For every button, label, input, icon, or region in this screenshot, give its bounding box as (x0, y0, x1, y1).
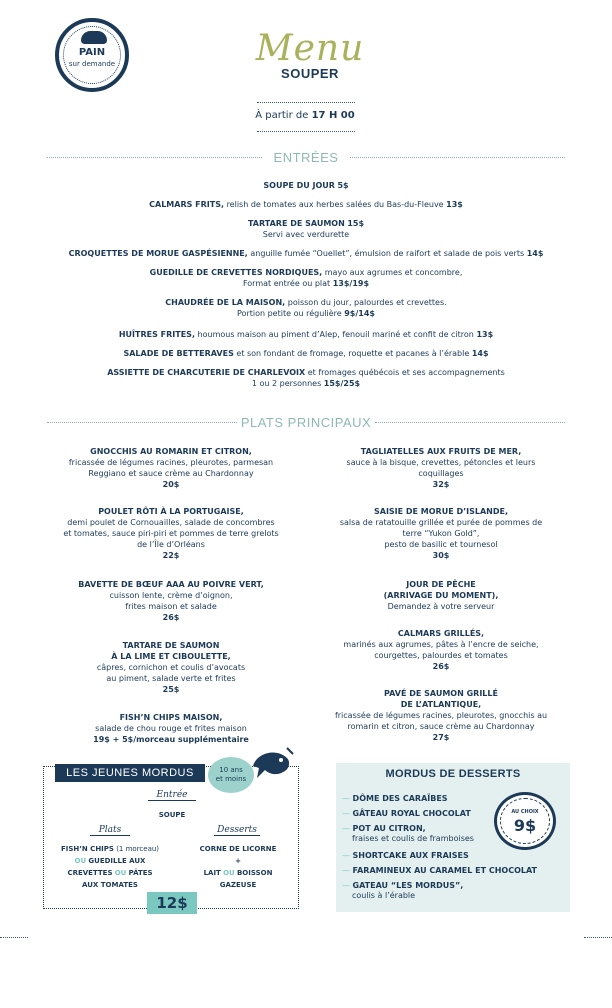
plat-item: PAVÉ DE SAUMON GRILLÉ DE L’ATLANTIQUE, fricassée de légumes racines, pleurotes, gnocchis au romarin et citron, sauce crème au Chardonnay 27$ (334, 689, 548, 742)
badge-line1: PAIN (78, 47, 106, 58)
dessert-item: — FARAMINEUX AU CARAMEL ET CHOCOLAT (342, 866, 538, 875)
badge-line2: sur demande (68, 60, 116, 68)
entree-item: GUEDILLE DE CREVETTES NORDIQUES, mayo aux agrumes et concombre, Format entrée ou plat 13$/19$ (149, 268, 463, 288)
plats-title: PLATS PRINCIPAUX (240, 415, 372, 430)
plat-item: SAISIE DE MORUE D’ISLANDE, salsa de ratatouille grillée et purée de pommes de terre “Yukon Gold”, pesto de basilic et tournesol 30$ (339, 507, 543, 560)
section-line (350, 157, 565, 158)
plat-item: POULET RÔTI À LA PORTUGAISE, demi poulet de Cornouailles, salade de concombres et tomates, sauce piri-piri et pommes de terre grelots de l’Île d’Orléans 22$ (63, 507, 279, 560)
dessert-item: — GATEAU “LES MORDUS”, coulis à l’érable (342, 881, 464, 900)
kids-plats-label: Plats (90, 825, 130, 836)
bread-badge (55, 18, 129, 92)
kids-plats-list: FISH’N CHIPS (1 morceau) OU GUEDILLE AUX CREVETTES OU PÂTES AUX TOMATES (60, 845, 160, 889)
section-line (47, 157, 262, 158)
plat-item: FISH’N CHIPS MAISON, salade de chou rouge et frites maison 19$ + 5$/morceau supplémentaire (93, 713, 249, 744)
from-time: À partir de 17 H 00 (255, 110, 355, 121)
entree-item: HUÎTRES FRITES, houmous maison au piment d’Alep, fenouil mariné et confit de citron 13$ (118, 330, 494, 339)
kids-entree-label: Entrée (148, 790, 196, 801)
kids-entree-item: SOUPE (158, 811, 186, 819)
choice-price-badge: AU CHOIX 9$ (494, 792, 556, 850)
dessert-item: — GÂTEAU ROYAL CHOCOLAT (342, 809, 471, 818)
bread-icon (81, 31, 107, 44)
entree-item: TARTARE DE SAUMON 15$ Servi avec verdurette (247, 219, 365, 239)
kids-desserts-label: Desserts (214, 825, 260, 836)
divider (257, 131, 355, 132)
dessert-item: — DÔME DES CARAÏBES (342, 794, 448, 803)
plat-item: CALMARS GRILLÉS, marinés aux agrumes, pâtes à l’encre de seiche, courgettes, palourdes et tomates 26$ (343, 629, 539, 671)
divider (257, 102, 355, 103)
dessert-item: — SHORTCAKE AUX FRAISES (342, 851, 469, 860)
kids-title: LES JEUNES MORDUS (55, 764, 205, 782)
menu-title: Menu (255, 28, 365, 69)
menu-subtitle: SOUPER (281, 66, 339, 81)
entree-item: ASSIETTE DE CHARCUTERIE DE CHARLEVOIX et fromages québécois et ses accompagnements 1 ou 2 personnes 15$/25$ (107, 368, 505, 388)
entrees-title: ENTRÉES (273, 150, 339, 165)
entree-item: SALADE DE BETTERAVES et son fondant de fromage, roquette et pacanes à l’érable 14$ (123, 349, 489, 358)
entree-item: SOUPE DU JOUR 5$ (263, 181, 349, 190)
entree-item: CROQUETTES DE MORUE GASPÉSIENNE, anguille fumée “Ouellet”, émulsion de raifort et salade de pois verts 14$ (68, 249, 544, 258)
divider (0, 937, 28, 938)
kids-desserts-list: CORNE DE LICORNE + LAIT OU BOISSON GAZEUSE (199, 845, 277, 889)
entree-item: CHAUDRÉE DE LA MAISON, poisson du jour, palourdes et crevettes. Portion petite ou régulière 9$/14$ (165, 298, 447, 318)
kids-price: 12$ (147, 892, 197, 914)
divider (584, 937, 612, 938)
plat-item: GNOCCHIS AU ROMARIN ET CITRON, fricassée de légumes racines, pleurotes, parmesan Reggiano et sauce crème au Chardonnay 20$ (68, 447, 274, 489)
plat-item: JOUR DE PÊCHE (ARRIVAGE DU MOMENT), Demandez à votre serveur (383, 580, 499, 611)
section-line (47, 422, 237, 423)
plat-item: BAVETTE DE BŒUF AAA AU POIVRE VERT, cuisson lente, crème d’oignon, frites maison et salade 26$ (78, 580, 264, 622)
age-badge: 10 ans et moins (208, 757, 254, 793)
fish-icon (247, 744, 295, 786)
entree-item: CALMARS FRITS, relish de tomates aux herbes salées du Bas-du-Fleuve 13$ (149, 200, 463, 209)
plat-item: TAGLIATELLES AUX FRUITS DE MER, sauce à la bisque, crevettes, pétoncles et leurs coquillages 32$ (346, 447, 536, 489)
desserts-title: MORDUS DE DESSERTS (385, 768, 521, 780)
section-line (375, 422, 565, 423)
plat-item: TARTARE DE SAUMON À LA LIME ET CIBOULETTE, câpres, cornichon et coulis d’avocats au piment, salade verte et frites 25$ (96, 641, 246, 694)
dessert-item: — POT AU CITRON, fraises et coulis de framboises (342, 824, 474, 843)
